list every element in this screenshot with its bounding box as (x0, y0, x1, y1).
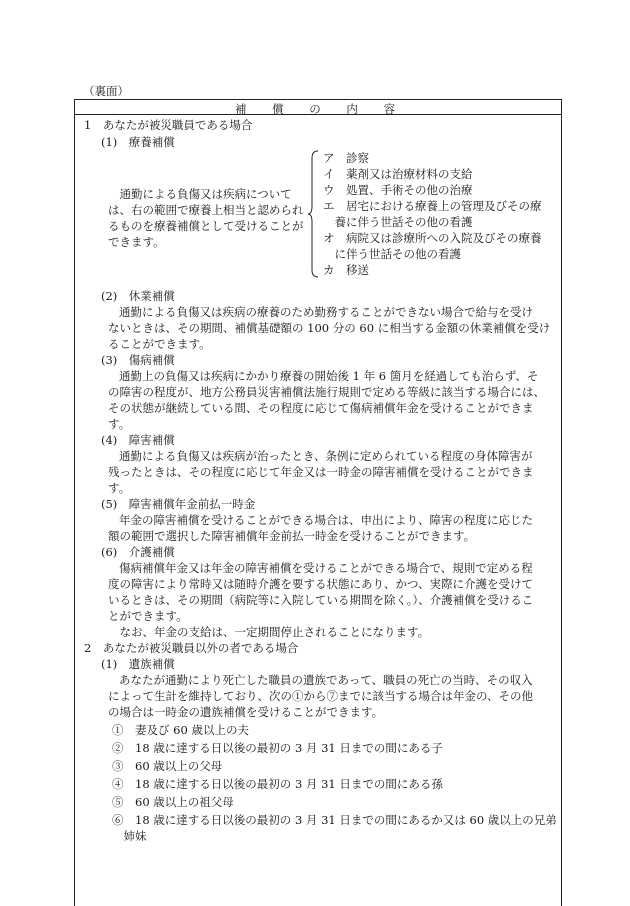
title-char: の (309, 102, 321, 116)
sickness-heading: (3) 傷病補償 (101, 353, 175, 367)
section-2-heading: 2 あなたが被災職員以外の者である場合 (84, 641, 299, 655)
advance-heading: (5) 障害補償年金前払一時金 (101, 497, 256, 511)
advance-line: 年金の障害補償を受けることができる場合は、申出により、障害の程度に応じた (119, 513, 533, 527)
title-char: 容 (383, 102, 396, 116)
sickness-line: 通勤上の負傷又は疾病にかかり療養の開始後 1 年 6 箇月を経過しても治らず、そ (119, 369, 539, 383)
leave-line: ることができます。 (108, 337, 211, 351)
advance-line: 額の範囲で選択した障害補償年金前払一時金を受けることができます。 (108, 529, 476, 543)
document-title (0, 101, 630, 117)
care-line: とができます。 (108, 609, 188, 623)
survivor-item: ② 18 歳に達する日以後の最初の 3 月 31 日までの間にある子 (112, 741, 443, 755)
care-line: いるときは、その期間（病院等に入院している期間を除く。）、介護補償を受けるこ (108, 593, 534, 607)
leave-line: ないときは、その期間、補償基礎額の 100 分の 60 に相当する金額の休業補償を受け (108, 321, 551, 335)
survivor-item: ⑤ 60 歳以上の祖父母 (112, 795, 234, 809)
survivor-line: あなたが通勤により死亡した職員の遺族であって、職員の死亡の当時、その収入 (119, 673, 533, 687)
title-char: 補 (234, 102, 247, 116)
survivor-line: の場合は一時金の遺族補償を受けることができます。 (108, 705, 384, 719)
curly-brace-icon (307, 150, 321, 278)
survivor-item: 姉妹 (112, 829, 147, 843)
title-char: 内 (346, 102, 358, 116)
care-line: 度の障害により常時又は随時介護を要する状態にあり、かつ、実際に介護を受けて (108, 577, 534, 591)
medical-item: イ 薬剤又は治療材料の支給 (323, 167, 473, 181)
leave-heading: (2) 休業補償 (101, 289, 175, 303)
medical-text-line: は、右の範囲で療養上相当と認められ (108, 203, 304, 217)
survivor-item: ① 妻及び 60 歳以上の夫 (112, 723, 249, 737)
survivor-item: ④ 18 歳に達する日以後の最初の 3 月 31 日までの間にある孫 (112, 777, 443, 791)
survivor-line: によって生計を維持しており、次の①から⑦までに該当する場合は年金の、その他 (108, 689, 534, 703)
medical-item: 養に伴う世話その他の看護 (323, 215, 473, 229)
survivor-item: ③ 60 歳以上の父母 (112, 759, 223, 773)
medical-item: ウ 処置、手術その他の治療 (323, 183, 473, 197)
medical-item: エ 居宅における療養上の管理及びその療 (323, 199, 542, 213)
leave-line: 通勤による負傷又は疾病の療養のため勤務することができない場合で給与を受け (119, 305, 533, 319)
medical-text-line: 通勤による負傷又は疾病について (108, 187, 292, 201)
title-char: 償 (272, 102, 284, 116)
care-line: なお、年金の支給は、一定期間停止されることになります。 (108, 625, 430, 639)
medical-item: カ 移送 (323, 263, 369, 277)
care-line: 傷病補償年金又は年金の障害補償を受けることができる場合で、規則で定める程 (119, 561, 533, 575)
survivor-item: ⑥ 18 歳に達する日以後の最初の 3 月 31 日までの間にあるか又は 60 歳以上の兄弟 (112, 813, 557, 827)
survivor-heading: (1) 遺族補償 (101, 657, 175, 671)
medical-text-line: できます。 (108, 235, 165, 249)
disability-line: す。 (108, 481, 131, 495)
disability-line: 残ったときは、その程度に応じて年金又は一時金の障害補償を受けることができま (108, 465, 534, 479)
sickness-line: その状態が継続している間、その程度に応じて傷病補償年金を受けることができま (108, 401, 534, 415)
section-1-heading: 1 あなたが被災職員である場合 (84, 118, 253, 132)
disability-heading: (4) 障害補償 (101, 433, 175, 447)
disability-line: 通勤による負傷又は疾病が治ったとき、条例に定められている程度の身体障害が (119, 449, 533, 463)
care-heading: (6) 介護補償 (101, 545, 175, 559)
sickness-line: す。 (108, 417, 131, 431)
medical-text-line: るものを療養補償として受けることが (108, 219, 304, 233)
medical-item: ア 診察 (323, 151, 369, 165)
page-label: （裏面） (83, 84, 129, 98)
sickness-line: の障害の程度が、地方公務員災害補償法施行規則で定める等級に該当する場合には、 (108, 385, 545, 399)
medical-item: に伴う世話その他の看護 (323, 247, 461, 261)
medical-item: オ 病院又は診療所への入院及びその療養 (323, 231, 542, 245)
medical-heading: (1) 療養補償 (101, 135, 175, 149)
